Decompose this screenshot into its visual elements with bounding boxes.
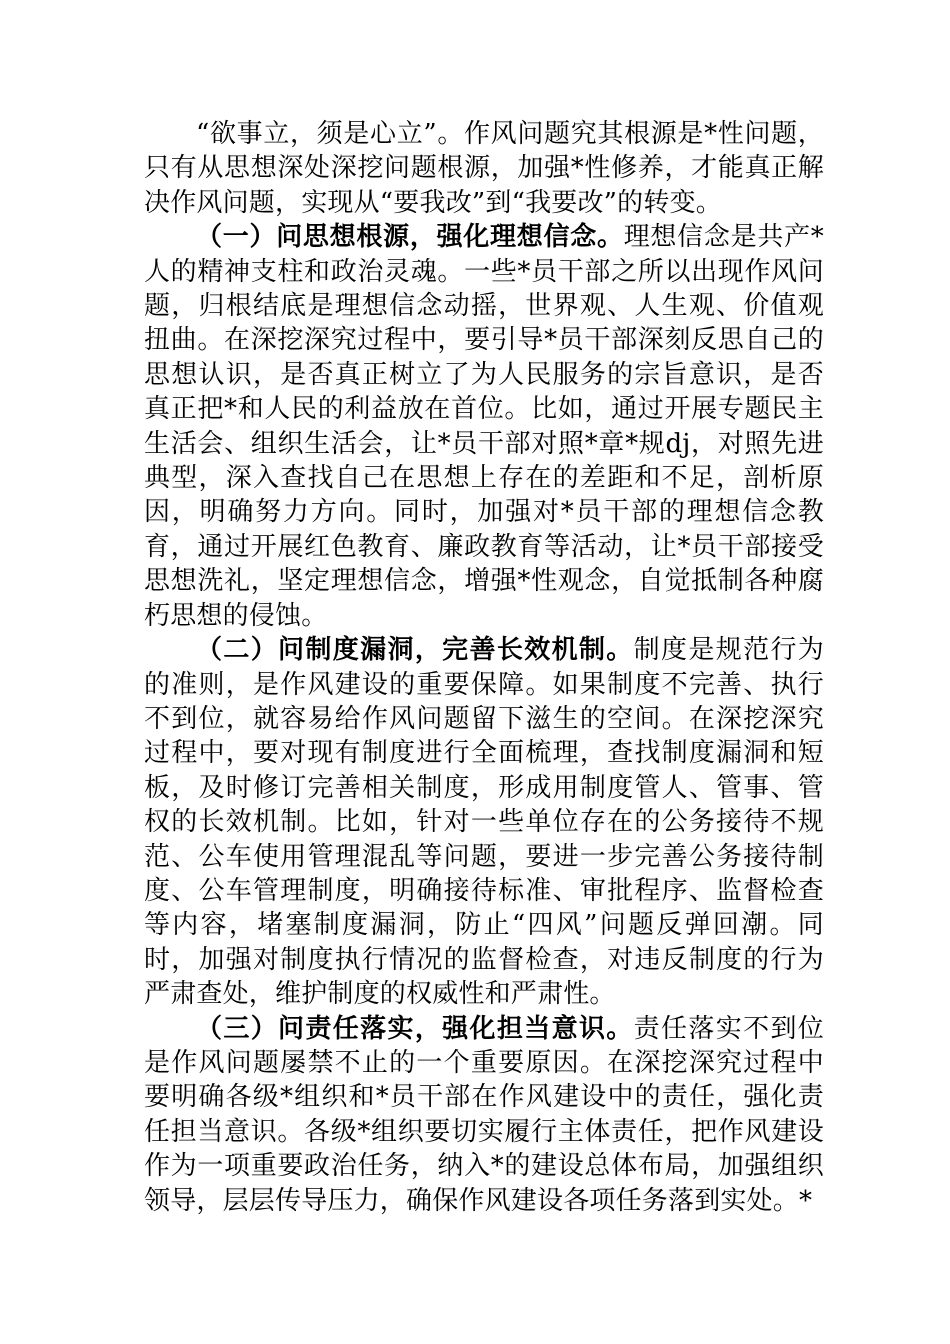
- section-1-text: 理想信念是共产*人的精神支柱和政治灵魂。一些*员干部之所以出现作风问题，归根结底是理想信念动摇，世界观、人生观、价值观扭曲。在深挖深究过程中，要引导*员干部深刻反思自己的思想认识，是否真正树立了为人民服务的宗旨意识，是否真正把*和人民的利益放在首位。比如，通过开展专题民主生活会、组织生活会，让*员干部对照*章*规dj，对照先进典型，深入查找自己在思想上存在的差距和不足，剖析原因，明确努力方向。同时，加强对*员干部的理想信念教育，通过开展红色教育、廉政教育等活动，让*员干部接受思想洗礼，坚定理想信念，增强*性观念，自觉抵制各种腐朽思想的侵蚀。: [144, 222, 824, 631]
- section-1-heading: （一）问思想根源，强化理想信念。: [196, 222, 624, 253]
- section-2-heading: （二）问制度漏洞，完善长效机制。: [196, 635, 634, 666]
- document-body: [144, 117, 824, 1218]
- section-2-text: 制度是规范行为的准则，是作风建设的重要保障。如果制度不完善、执行不到位，就容易给作风问题留下滋生的空间。在深挖深究过程中，要对现有制度进行全面梳理，查找制度漏洞和短板，及时修订完善相关制度，形成用制度管人、管事、管权的长效机制。比如，针对一些单位存在的公务接待不规范、公车使用管理混乱等问题，要进一步完善公务接待制度、公车管理制度，明确接待标准、审批程序、监督检查等内容，堵塞制度漏洞，防止“四风”问题反弹回潮。同时，加强对制度执行情况的监督检查，对违反制度的行为严肃查处，维护制度的权威性和严肃性。: [144, 635, 824, 1010]
- section-2-paragraph: [144, 633, 824, 1011]
- section-1-paragraph: [144, 220, 824, 633]
- section-3-heading: （三）问责任落实，强化担当意识。: [196, 1013, 634, 1044]
- section-3-text: 责任落实不到位是作风问题屡禁不止的一个重要原因。在深挖深究过程中要明确各级*组织和*员干部在作风建设中的责任，强化责任担当意识。各级*组织要切实履行主体责任，把作风建设作为一项重要政治任务，纳入*的建设总体布局，加强组织领导，层层传导压力，确保作风建设各项任务落到实处。*: [144, 1013, 824, 1216]
- section-3-paragraph: [144, 1012, 824, 1218]
- intro-paragraph: [144, 117, 824, 220]
- paragraph-text: “欲事立，须是心立”。作风问题究其根源是*性问题，只有从思想深处深挖问题根源，加强*性修养，才能真正解决作风问题，实现从“要我改”到“我要改”的转变。: [144, 119, 824, 218]
